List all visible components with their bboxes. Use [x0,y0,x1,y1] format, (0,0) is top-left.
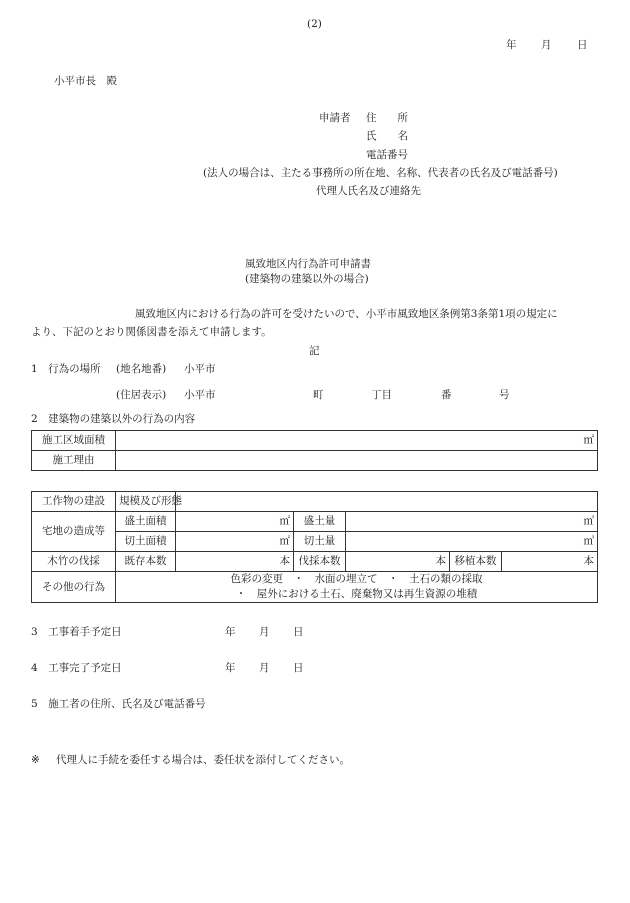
cut-volume-label: 切土量 [294,532,346,552]
end-month: 月 [259,662,270,674]
transplant-label: 移植本数 [450,552,502,572]
end-year: 年 [225,662,236,674]
activity-table [31,491,598,603]
table-row [32,451,598,471]
intro-line-1: 風致地区内における行為の許可を受けたいので、小平市風致地区条例第3条第1項の規定に [135,308,558,320]
cut-volume-input[interactable] [346,532,598,552]
existing-input[interactable] [176,552,294,572]
residence-city: 小平市 [184,389,216,401]
other-label: その他の行為 [32,572,116,603]
residence-chome: 丁目 [371,389,392,401]
residence-ban: 番 [441,389,452,401]
fill-volume-label: 盛土量 [294,512,346,532]
end-day: 日 [293,662,304,674]
structure-label: 工作物の建設 [32,492,116,512]
other-options-line-1: 色彩の変更 ・ 水面の埋立て ・ 土石の類の採取 [230,573,483,585]
table-row [32,492,598,512]
area-unit: ㎡ [583,434,594,447]
construction-area-table [31,430,598,471]
ki-label: 記 [309,345,320,357]
agent-label: 代理人氏名及び連絡先 [316,185,421,197]
residence-cho: 町 [313,389,324,401]
start-year: 年 [225,626,236,638]
cut-area-label: 切土面積 [116,532,176,552]
fill-volume-unit: ㎥ [583,515,594,528]
area-input[interactable] [116,431,598,451]
table-row [32,552,598,572]
intro-line-2: より、下記のとおり関係図書を添えて申請します。 [31,326,272,338]
section4-heading: 4 工事完了予定日 [31,662,122,674]
fill-area-label: 盛土面積 [116,512,176,532]
applicant-name-label: 氏 名 [366,130,408,142]
residence-label: (住居表示) [116,389,167,401]
footnote-mark: ※ [31,754,40,766]
cut-volume-unit: ㎥ [583,535,594,548]
footnote-text: 代理人に手続を委任する場合は、委任状を添付してください。 [56,754,350,766]
land-label: 宅地の造成等 [32,512,116,552]
other-options-line-2: ・ 屋外における土石、廃棄物又は再生資源の堆積 [235,588,478,600]
felling-input[interactable] [346,552,450,572]
applicant-phone-label: 電話番号 [366,149,408,161]
cut-area-input[interactable] [176,532,294,552]
section5-heading: 5 施工者の住所、氏名及び電話番号 [31,698,206,710]
corporate-note: (法人の場合は、主たる事務所の所在地、名称、代表者の氏名及び電話番号) [203,167,558,179]
table-row [32,431,598,451]
date-day: 日 [577,39,588,51]
existing-label: 既存本数 [116,552,176,572]
area-label: 施工区域面積 [32,431,116,451]
section1-heading: 1 行為の場所 [31,363,101,375]
residence-go: 号 [499,389,510,401]
table-row [32,512,598,532]
felling-label: 伐採本数 [294,552,346,572]
existing-unit: 本 [279,555,290,568]
fill-area-unit: ㎡ [279,515,290,528]
reason-label: 施工理由 [32,451,116,471]
document-title: 風致地区内行為許可申請書 [245,258,371,270]
table-row [32,532,598,552]
start-month: 月 [259,626,270,638]
applicant-label: 申請者 [319,112,351,124]
other-options [116,572,598,603]
start-day: 日 [293,626,304,638]
date-month: 月 [541,39,552,51]
scale-label: 規模及び形態 [116,492,176,512]
table-row [32,572,598,603]
felling-unit: 本 [435,555,446,568]
scale-input[interactable] [176,492,598,512]
section3-heading: 3 工事着手予定日 [31,626,122,638]
transplant-input[interactable] [502,552,598,572]
fill-area-input[interactable] [176,512,294,532]
tree-label: 木竹の伐採 [32,552,116,572]
section2-heading: 2 建築物の建築以外の行為の内容 [31,413,196,425]
fill-volume-input[interactable] [346,512,598,532]
cut-area-unit: ㎡ [279,535,290,548]
lot-label: (地名地番) [116,363,167,375]
lot-city: 小平市 [184,363,216,375]
transplant-unit: 本 [583,555,594,568]
applicant-address-label: 住 所 [366,112,408,124]
reason-input[interactable] [116,451,598,471]
document-subtitle: (建築物の建築以外の場合) [245,273,369,285]
date-year: 年 [506,39,517,51]
page-number: (2) [307,18,322,30]
addressee: 小平市長 殿 [54,75,117,87]
